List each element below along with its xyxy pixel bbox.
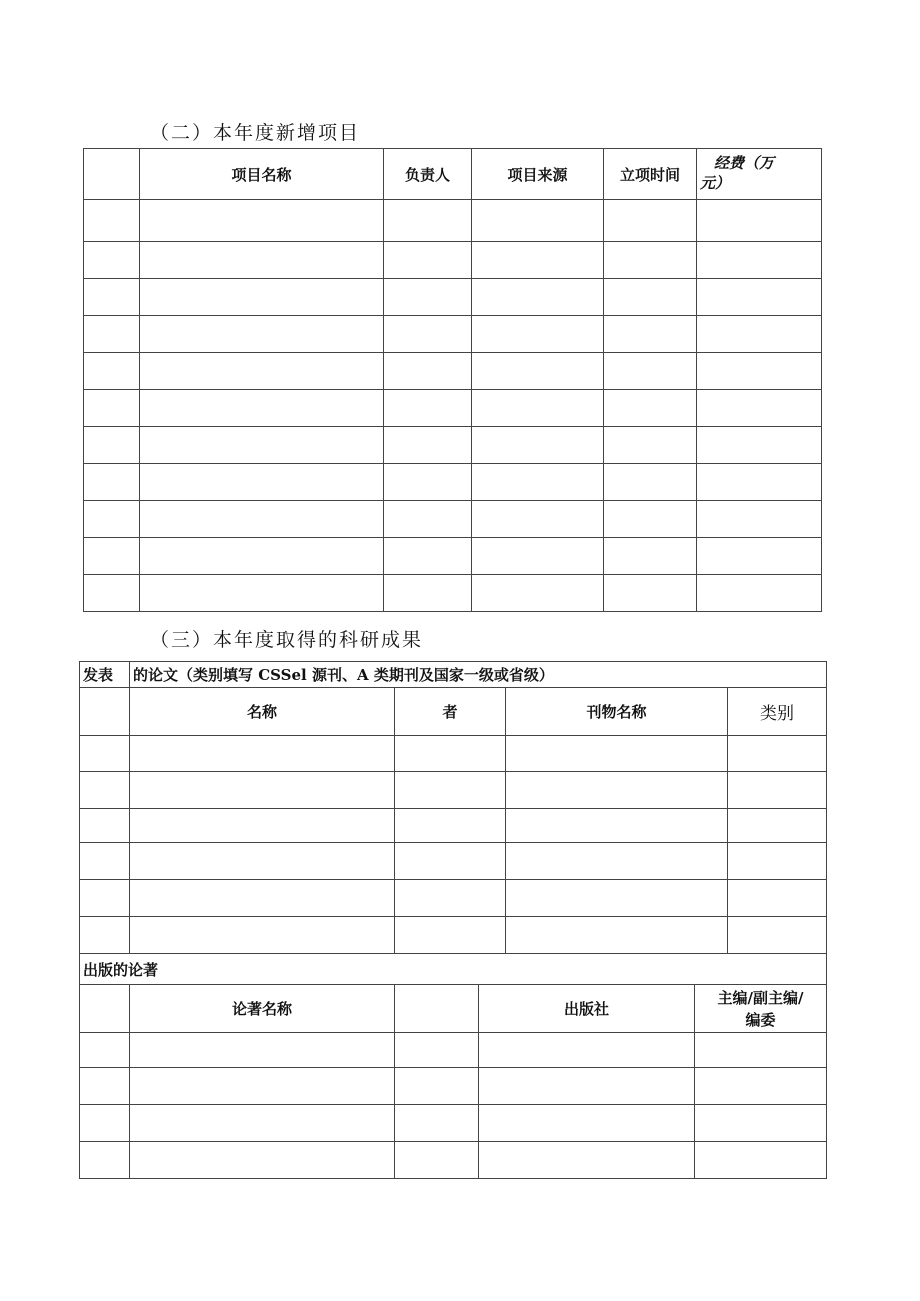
table-cell[interactable] xyxy=(472,200,604,242)
table-cell[interactable] xyxy=(728,880,827,917)
table-cell[interactable] xyxy=(140,501,384,538)
table-cell[interactable] xyxy=(384,390,472,427)
table-row xyxy=(80,917,827,954)
table-cell[interactable] xyxy=(140,390,384,427)
table-cell[interactable] xyxy=(604,242,697,279)
table-cell[interactable] xyxy=(479,1033,695,1068)
books-label: 出版的论著 xyxy=(80,954,827,985)
table-cell[interactable] xyxy=(80,736,130,772)
table-cell[interactable] xyxy=(84,390,140,427)
table-cell[interactable] xyxy=(604,200,697,242)
books-table xyxy=(79,953,827,1179)
table-row xyxy=(84,316,822,353)
table-cell[interactable] xyxy=(84,242,140,279)
papers-header-row xyxy=(80,688,827,736)
table-cell[interactable] xyxy=(384,464,472,501)
paper-name-header: 名称 xyxy=(130,688,395,736)
table-cell[interactable] xyxy=(84,575,140,612)
table-cell[interactable] xyxy=(472,390,604,427)
table-cell[interactable] xyxy=(80,1033,130,1068)
project-source-header: 项目来源 xyxy=(472,149,604,200)
table-cell[interactable] xyxy=(604,279,697,316)
table-cell[interactable] xyxy=(728,809,827,843)
table-cell[interactable] xyxy=(395,772,506,809)
table-cell[interactable] xyxy=(506,843,728,880)
table-cell[interactable] xyxy=(140,316,384,353)
table-cell[interactable] xyxy=(80,917,130,954)
funding-header-line1: 经费（万 xyxy=(714,154,775,172)
table-cell[interactable] xyxy=(140,279,384,316)
role-header-line2: 编委 xyxy=(745,1010,776,1029)
index-header-cell xyxy=(80,688,130,736)
table-cell[interactable] xyxy=(80,772,130,809)
table-cell[interactable] xyxy=(479,1142,695,1179)
table-cell[interactable] xyxy=(472,501,604,538)
table-cell[interactable] xyxy=(604,427,697,464)
table-cell[interactable] xyxy=(140,242,384,279)
table-cell[interactable] xyxy=(697,242,822,279)
funding-header xyxy=(697,149,822,200)
table-cell[interactable] xyxy=(728,917,827,954)
table-cell[interactable] xyxy=(472,538,604,575)
table-row xyxy=(80,1142,827,1179)
table-row xyxy=(84,353,822,390)
funding-header-line2: 元） xyxy=(700,174,731,192)
table-cell[interactable] xyxy=(80,880,130,917)
table-cell[interactable] xyxy=(472,279,604,316)
table-cell[interactable] xyxy=(472,427,604,464)
table-cell[interactable] xyxy=(472,464,604,501)
table-cell[interactable] xyxy=(130,1068,395,1105)
table-cell[interactable] xyxy=(506,917,728,954)
table-cell[interactable] xyxy=(84,427,140,464)
table-cell[interactable] xyxy=(130,917,395,954)
table-row xyxy=(80,736,827,772)
table-row xyxy=(84,279,822,316)
table-cell[interactable] xyxy=(84,501,140,538)
papers-label-row xyxy=(80,662,827,688)
table-cell[interactable] xyxy=(140,427,384,464)
table-row xyxy=(84,242,822,279)
table-cell[interactable] xyxy=(506,736,728,772)
table-row xyxy=(80,1033,827,1068)
table-cell[interactable] xyxy=(80,1068,130,1105)
table-cell[interactable] xyxy=(84,464,140,501)
papers-table xyxy=(79,661,827,954)
table-cell[interactable] xyxy=(506,809,728,843)
table-cell[interactable] xyxy=(384,538,472,575)
table-cell[interactable] xyxy=(130,1142,395,1179)
table-cell[interactable] xyxy=(604,538,697,575)
table-cell[interactable] xyxy=(395,736,506,772)
empty-header-cell xyxy=(395,985,479,1033)
leader-header: 负责人 xyxy=(384,149,472,200)
table-cell[interactable] xyxy=(695,1033,827,1068)
table-cell[interactable] xyxy=(130,809,395,843)
table-cell[interactable] xyxy=(130,772,395,809)
table-cell[interactable] xyxy=(697,464,822,501)
approval-date-header: 立项时间 xyxy=(604,149,697,200)
table-row xyxy=(80,809,827,843)
journal-name-header: 刊物名称 xyxy=(506,688,728,736)
table-cell[interactable] xyxy=(84,200,140,242)
section3-heading: （三）本年度取得的科研成果 xyxy=(150,629,424,651)
publisher-header: 出版社 xyxy=(479,985,695,1033)
table-cell[interactable] xyxy=(604,464,697,501)
table-cell[interactable] xyxy=(130,1105,395,1142)
table-cell[interactable] xyxy=(140,200,384,242)
table-cell[interactable] xyxy=(384,501,472,538)
table-cell[interactable] xyxy=(130,843,395,880)
table-cell[interactable] xyxy=(472,316,604,353)
table-cell[interactable] xyxy=(80,843,130,880)
book-name-header: 论著名称 xyxy=(130,985,395,1033)
table-cell[interactable] xyxy=(84,279,140,316)
table-row xyxy=(84,200,822,242)
table-row xyxy=(80,843,827,880)
table-cell[interactable] xyxy=(140,464,384,501)
table-cell[interactable] xyxy=(384,242,472,279)
role-header xyxy=(695,985,827,1033)
new-projects-table xyxy=(83,148,822,612)
table-cell[interactable] xyxy=(395,1033,479,1068)
index-header-cell xyxy=(80,985,130,1033)
table-cell[interactable] xyxy=(130,880,395,917)
table-cell[interactable] xyxy=(80,809,130,843)
table-cell[interactable] xyxy=(697,575,822,612)
table-cell[interactable] xyxy=(697,390,822,427)
table-cell[interactable] xyxy=(697,353,822,390)
table-cell[interactable] xyxy=(695,1142,827,1179)
table-cell[interactable] xyxy=(604,316,697,353)
table-cell[interactable] xyxy=(130,736,395,772)
project-name-header: 项目名称 xyxy=(140,149,384,200)
table-cell[interactable] xyxy=(84,316,140,353)
table-cell[interactable] xyxy=(695,1068,827,1105)
table-cell[interactable] xyxy=(728,772,827,809)
table-cell[interactable] xyxy=(506,880,728,917)
table-cell[interactable] xyxy=(697,200,822,242)
table-row xyxy=(84,501,822,538)
table-cell[interactable] xyxy=(697,279,822,316)
table-cell[interactable] xyxy=(604,390,697,427)
table-cell[interactable] xyxy=(395,1105,479,1142)
table-cell[interactable] xyxy=(395,809,506,843)
table-cell[interactable] xyxy=(506,772,728,809)
table-row xyxy=(84,538,822,575)
table-row xyxy=(84,427,822,464)
table-cell[interactable] xyxy=(395,880,506,917)
author-header: 者 xyxy=(395,688,506,736)
table-cell[interactable] xyxy=(395,1142,479,1179)
category-header: 类别 xyxy=(728,688,827,736)
table-cell[interactable] xyxy=(695,1105,827,1142)
table-cell[interactable] xyxy=(395,917,506,954)
table-cell[interactable] xyxy=(384,353,472,390)
table-cell[interactable] xyxy=(384,200,472,242)
table-cell[interactable] xyxy=(697,501,822,538)
table-cell[interactable] xyxy=(728,736,827,772)
table-row xyxy=(80,880,827,917)
table-cell[interactable] xyxy=(395,843,506,880)
section2-heading: （二）本年度新增项目 xyxy=(150,122,361,144)
table-cell[interactable] xyxy=(80,1105,130,1142)
table-cell[interactable] xyxy=(130,1033,395,1068)
papers-label-a: 发表 xyxy=(80,662,130,688)
table-cell[interactable] xyxy=(384,279,472,316)
table-row xyxy=(84,390,822,427)
table-cell[interactable] xyxy=(140,538,384,575)
table-row xyxy=(84,464,822,501)
table-header-row xyxy=(84,149,822,200)
table-cell[interactable] xyxy=(472,353,604,390)
role-header-line1: 主编/副主编/ xyxy=(717,988,804,1007)
books-label-row xyxy=(80,954,827,985)
index-header-cell xyxy=(84,149,140,200)
table-cell[interactable] xyxy=(395,1068,479,1105)
table-row xyxy=(80,772,827,809)
table-cell[interactable] xyxy=(728,843,827,880)
table-cell[interactable] xyxy=(604,353,697,390)
table-cell[interactable] xyxy=(604,501,697,538)
table-cell[interactable] xyxy=(697,427,822,464)
table-cell[interactable] xyxy=(140,353,384,390)
table-cell[interactable] xyxy=(384,316,472,353)
table-cell[interactable] xyxy=(697,316,822,353)
table-row xyxy=(80,1105,827,1142)
table-cell[interactable] xyxy=(604,575,697,612)
table-cell[interactable] xyxy=(697,538,822,575)
table-cell[interactable] xyxy=(472,242,604,279)
table-cell[interactable] xyxy=(140,575,384,612)
table-row xyxy=(84,575,822,612)
table-cell[interactable] xyxy=(84,538,140,575)
table-cell[interactable] xyxy=(479,1105,695,1142)
table-cell[interactable] xyxy=(472,575,604,612)
table-cell[interactable] xyxy=(384,575,472,612)
table-cell[interactable] xyxy=(479,1068,695,1105)
books-header-row xyxy=(80,985,827,1033)
table-cell[interactable] xyxy=(80,1142,130,1179)
table-cell[interactable] xyxy=(384,427,472,464)
papers-label-b: 的论文（类别填写 CSSel 源刊、A 类期刊及国家一级或省级） xyxy=(130,662,827,688)
table-row xyxy=(80,1068,827,1105)
table-cell[interactable] xyxy=(84,353,140,390)
